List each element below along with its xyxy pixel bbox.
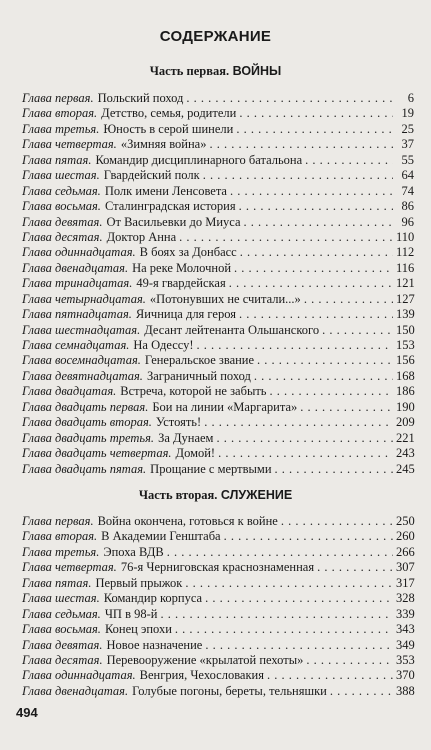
dot-leader [160, 607, 393, 622]
toc-entry [22, 230, 414, 245]
chapter-number: Глава шестая. [22, 168, 100, 183]
chapter-title: Командир корпуса [103, 591, 203, 606]
chapter-page: 250 [396, 514, 415, 528]
chapter-page: 74 [401, 183, 414, 198]
dot-leader [317, 560, 393, 575]
chapter-number: Глава пятая. [22, 575, 92, 590]
toc-entry [22, 384, 414, 399]
toc-entry [22, 560, 414, 575]
toc-entry [22, 261, 414, 276]
chapter-title: Голубые погоны, береты, тельняшки [132, 683, 327, 698]
part-two-heading [0, 488, 431, 503]
chapter-page: 112 [396, 245, 415, 260]
chapter-page: 55 [401, 152, 414, 167]
chapter-number: Глава восьмая. [22, 622, 101, 637]
chapter-page: 127 [396, 291, 415, 306]
chapter-page: 6 [407, 91, 414, 105]
toc-entry [22, 514, 414, 529]
chapter-number: Глава третья. [22, 544, 100, 559]
chapter-page: 153 [396, 338, 415, 352]
chapter-title: Юность в серой шинели [103, 121, 234, 136]
chapter-number: Глава пятнадцатая. [22, 307, 132, 322]
chapter-number: Глава девятнадцатая. [22, 368, 143, 383]
toc-entry [22, 668, 414, 683]
chapter-title: ЧП в 98-й [104, 606, 158, 621]
chapter-title: Перевооружение «крылатой пехоты» [106, 652, 304, 667]
chapter-page: 370 [396, 668, 415, 683]
dot-leader [322, 323, 393, 338]
toc-entry [22, 529, 414, 544]
dot-leader [300, 400, 393, 415]
toc-entry [22, 215, 414, 230]
chapter-page: 243 [396, 446, 415, 461]
part-one-heading [0, 64, 431, 79]
chapter-number: Глава девятая. [22, 214, 103, 229]
toc-entry [22, 276, 414, 291]
toc-entry [22, 153, 414, 168]
chapter-title: «Потонувших не считали...» [149, 291, 301, 306]
chapter-page: 190 [396, 399, 415, 414]
dot-leader [229, 276, 393, 291]
toc-entry [22, 653, 414, 668]
toc-entry [22, 415, 414, 430]
part-two-name: СЛУЖЕНИЕ [220, 488, 293, 502]
dot-leader [306, 653, 393, 668]
chapter-number: Глава двенадцатая. [22, 683, 129, 698]
dot-leader [244, 215, 393, 230]
chapter-number: Глава тринадцатая. [22, 276, 133, 291]
chapter-number: Глава двадцать первая. [22, 399, 149, 414]
chapter-page: 266 [396, 544, 415, 559]
chapter-title: Гвардейский полк [103, 168, 200, 183]
chapter-number: Глава четырнадцатая. [22, 291, 146, 306]
dot-leader [234, 261, 393, 276]
dot-leader [167, 545, 393, 560]
chapter-number: Глава седьмая. [22, 183, 101, 198]
chapter-number: Глава восемнадцатая. [22, 353, 141, 368]
chapter-number: Глава одиннадцатая. [22, 668, 136, 683]
chapter-page: 25 [401, 121, 414, 136]
chapter-page: 64 [401, 168, 414, 183]
toc-entry [22, 638, 414, 653]
toc-entry [22, 446, 414, 461]
chapter-title: 49-я гвардейская [136, 276, 226, 291]
chapter-number: Глава двадцать вторая. [22, 415, 152, 430]
dot-leader [175, 622, 393, 637]
chapter-title: Командир дисциплинарного батальона [95, 152, 303, 167]
toc-entry [22, 369, 414, 384]
dot-leader [197, 338, 393, 353]
chapter-title: «Зимняя война» [120, 137, 207, 152]
dot-leader [203, 168, 393, 183]
chapter-number: Глава вторая. [22, 529, 98, 544]
toc-entry [22, 184, 414, 199]
chapter-title: На реке Молочной [132, 260, 232, 275]
chapter-page: 260 [396, 529, 415, 544]
dot-leader [230, 184, 393, 199]
chapter-page: 156 [396, 353, 415, 368]
dot-leader [257, 353, 393, 368]
chapter-page: 245 [396, 461, 415, 476]
part-one-name: ВОЙНЫ [232, 64, 282, 78]
toc-entry [22, 400, 414, 415]
chapter-title: На Одессу! [133, 338, 194, 352]
toc-entry [22, 168, 414, 183]
dot-leader [239, 106, 393, 121]
toc-entry [22, 576, 414, 591]
dot-leader [179, 230, 393, 245]
toc-entry [22, 622, 414, 637]
dot-leader [205, 591, 393, 606]
chapter-title: Война окончена, готовься к войне [97, 514, 278, 528]
toc-entry [22, 431, 414, 446]
chapter-number: Глава четвертая. [22, 137, 117, 152]
chapter-number: Глава двенадцатая. [22, 260, 129, 275]
chapter-page: 121 [396, 276, 415, 291]
dot-leader [240, 245, 393, 260]
dot-leader [305, 153, 393, 168]
chapter-number: Глава двадцать третья. [22, 430, 155, 445]
chapter-page: 388 [396, 683, 415, 698]
toc-entry [22, 545, 414, 560]
dot-leader [186, 91, 393, 106]
toc-entry [22, 137, 414, 152]
chapter-number: Глава десятая. [22, 652, 103, 667]
chapter-number: Глава двадцатая. [22, 384, 117, 399]
chapter-title: В боях за Донбасс [139, 245, 237, 260]
toc-entry [22, 199, 414, 214]
chapter-page: 139 [396, 307, 415, 322]
toc-entry [22, 338, 414, 353]
toc-entry [22, 353, 414, 368]
chapter-title: Конец эпохи [104, 622, 172, 637]
chapter-number: Глава седьмая. [22, 606, 101, 621]
dot-leader [216, 431, 393, 446]
toc-entry [22, 91, 414, 106]
dot-leader [254, 369, 393, 384]
chapter-page: 343 [396, 622, 415, 637]
chapter-page: 116 [396, 260, 415, 275]
dot-leader [236, 122, 393, 137]
chapter-title: Эпоха ВДВ [103, 544, 164, 559]
chapter-title: Бои на линии «Маргарита» [152, 399, 298, 414]
chapter-title: Доктор Анна [106, 229, 177, 244]
toc-entry [22, 106, 414, 121]
toc-entry [22, 122, 414, 137]
chapter-number: Глава первая. [22, 91, 94, 105]
chapter-page: 353 [396, 652, 415, 667]
toc-entry [22, 292, 414, 307]
dot-leader [205, 638, 393, 653]
chapter-page: 110 [396, 229, 415, 244]
toc-entry [22, 307, 414, 322]
chapter-title: Устоять! [155, 415, 202, 430]
chapter-page: 349 [396, 637, 415, 652]
chapter-page: 328 [396, 591, 415, 606]
part-one-lead: Часть первая. [149, 64, 230, 78]
chapter-page: 221 [396, 430, 415, 445]
toc-entry [22, 684, 414, 699]
dot-leader [239, 307, 393, 322]
chapter-title: Польский поход [97, 91, 184, 105]
dot-leader [281, 514, 393, 529]
chapter-page: 19 [401, 106, 414, 121]
chapter-page: 339 [396, 606, 415, 621]
toc-entry [22, 245, 414, 260]
chapter-number: Глава пятая. [22, 152, 92, 167]
dot-leader [275, 462, 393, 477]
toc-entry [22, 323, 414, 338]
chapter-title: За Дунаем [158, 430, 214, 445]
dot-leader [270, 384, 393, 399]
part-one-toc [22, 91, 414, 477]
chapter-page: 86 [401, 199, 414, 214]
dot-leader [218, 446, 393, 461]
chapter-number: Глава двадцать пятая. [22, 461, 147, 476]
chapter-number: Глава шестая. [22, 591, 100, 606]
chapter-page: 317 [396, 575, 415, 590]
chapter-title: Десант лейтенанта Ольшанского [144, 322, 320, 337]
dot-leader [267, 668, 393, 683]
dot-leader [304, 292, 393, 307]
chapter-title: Встреча, которой не забыть [120, 384, 267, 399]
chapter-title: Яичница для героя [135, 307, 236, 322]
dot-leader [330, 684, 393, 699]
chapter-title: Детство, семья, родители [101, 106, 237, 121]
chapter-title: 76-я Черниговская краснознаменная [120, 560, 315, 575]
chapter-page: 37 [401, 137, 414, 152]
chapter-page: 209 [396, 415, 415, 430]
chapter-number: Глава шестнадцатая. [22, 322, 141, 337]
chapter-title: Венгрия, Чехословакия [139, 668, 264, 683]
chapter-number: Глава первая. [22, 514, 94, 528]
chapter-title: Прощание с мертвыми [150, 461, 272, 476]
chapter-number: Глава семнадцатая. [22, 338, 130, 352]
chapter-title: От Васильевки до Миуса [106, 214, 241, 229]
chapter-title: Новое назначение [106, 637, 203, 652]
dot-leader [239, 199, 393, 214]
chapter-number: Глава третья. [22, 121, 100, 136]
dot-leader [209, 137, 393, 152]
dot-leader [204, 415, 393, 430]
chapter-page: 150 [396, 322, 415, 337]
chapter-title: Сталинградская история [104, 199, 236, 214]
part-two-toc [22, 514, 414, 699]
chapter-title: Первый прыжок [95, 575, 183, 590]
chapter-title: Домой! [175, 446, 216, 461]
chapter-page: 96 [401, 214, 414, 229]
chapter-page: 186 [396, 384, 415, 399]
dot-leader [185, 576, 393, 591]
chapter-number: Глава восьмая. [22, 199, 101, 214]
toc-entry [22, 607, 414, 622]
toc-entry [22, 462, 414, 477]
chapter-number: Глава четвертая. [22, 560, 117, 575]
chapter-title: Генеральское звание [144, 353, 255, 368]
chapter-number: Глава вторая. [22, 106, 98, 121]
chapter-title: Заграничный поход [146, 368, 251, 383]
chapter-number: Глава двадцать четвертая. [22, 446, 172, 461]
chapter-page: 168 [396, 368, 415, 383]
toc-entry [22, 591, 414, 606]
page-title: СОДЕРЖАНИЕ [159, 28, 272, 45]
dot-leader [224, 529, 393, 544]
chapter-page: 307 [396, 560, 415, 575]
chapter-number: Глава одиннадцатая. [22, 245, 136, 260]
chapter-title: В Академии Генштаба [101, 529, 221, 544]
chapter-number: Глава десятая. [22, 229, 103, 244]
chapter-title: Полк имени Ленсовета [104, 183, 227, 198]
part-two-lead: Часть вторая. [138, 488, 218, 502]
page-number: 494 [16, 705, 38, 720]
chapter-number: Глава девятая. [22, 637, 103, 652]
